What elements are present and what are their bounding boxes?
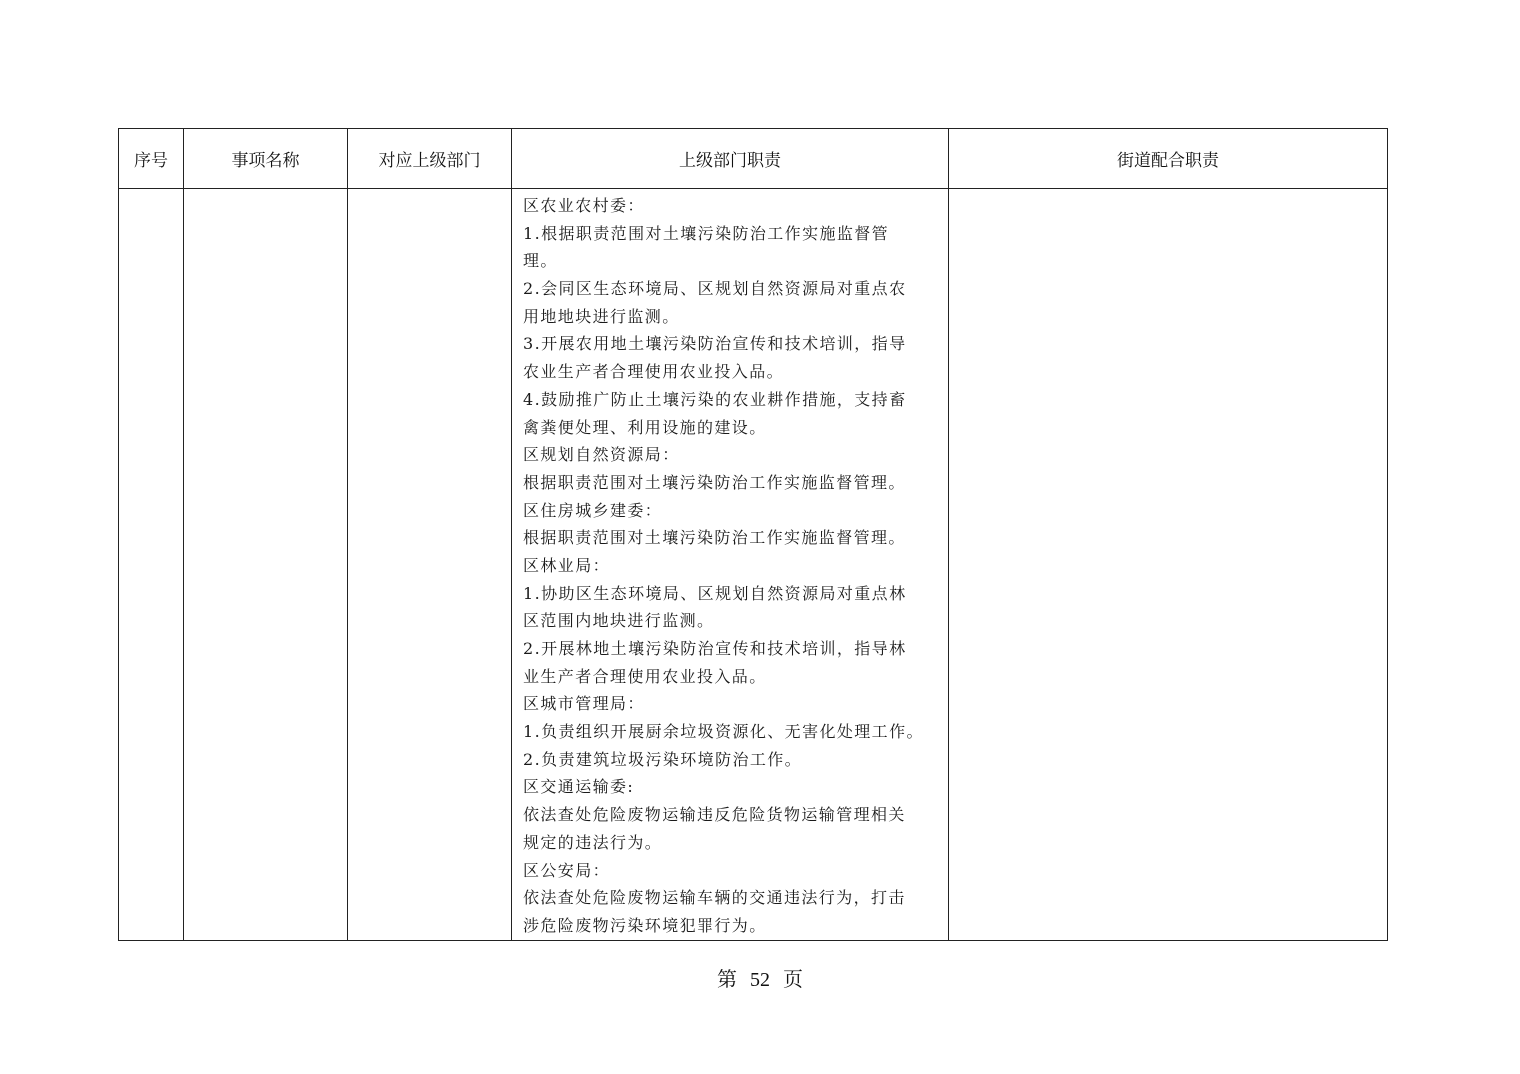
duty-line: 区范围内地块进行监测。: [523, 611, 715, 631]
table-header-row: [119, 129, 1388, 189]
duty-line: 3.开展农用地土壤污染防治宣传和技术培训，指导: [523, 334, 907, 354]
duty-line: 区公安局：: [523, 860, 611, 880]
table-row: [119, 189, 1388, 941]
duty-line: 区住房城乡建委：: [523, 500, 663, 520]
duty-line: 区交通运输委:: [523, 777, 635, 797]
duty-line: 涉危险废物污染环境犯罪行为。: [523, 915, 767, 935]
header-street-duty: 街道配合职责: [949, 129, 1388, 189]
duty-table: [118, 128, 1388, 941]
duty-line: 区林业局：: [523, 555, 611, 575]
duty-line: 理。: [523, 251, 558, 271]
duty-line: 1.负责组织开展厨余垃圾资源化、无害化处理工作。: [523, 722, 924, 742]
page-number: 第 52 页: [717, 969, 803, 991]
duty-line: 区规划自然资源局：: [523, 445, 680, 465]
duty-line: 区城市管理局：: [523, 694, 645, 714]
cell-item-name: [184, 189, 348, 941]
duty-line: 4.鼓励推广防止土壤污染的农业耕作措施，支持畜: [523, 389, 907, 409]
header-superior-dept: 对应上级部门: [348, 129, 512, 189]
header-superior-duty: 上级部门职责: [512, 129, 949, 189]
duty-line: 根据职责范围对土壤污染防治工作实施监督管理。: [523, 472, 906, 492]
cell-superior-dept: [348, 189, 512, 941]
superior-duty-text: [512, 189, 948, 940]
duty-line: 2.开展林地土壤污染防治宣传和技术培训，指导林: [523, 639, 907, 658]
duty-line: 1.协助区生态环境局、区规划自然资源局对重点林: [523, 583, 907, 603]
duty-line: 规定的违法行为。: [523, 832, 663, 852]
duty-line: 依法查处危险废物运输车辆的交通违法行为，打击: [523, 888, 906, 908]
duty-line: 根据职责范围对土壤污染防治工作实施监督管理。: [523, 528, 906, 548]
duty-line: 区农业农村委：: [523, 196, 645, 215]
duty-line: 农业生产者合理使用农业投入品。: [523, 362, 785, 382]
header-item-name: 事项名称: [184, 129, 348, 189]
duty-line: 用地地块进行监测。: [523, 306, 680, 326]
duty-line: 2.负责建筑垃圾污染环境防治工作。: [523, 749, 803, 769]
cell-street-duty: [949, 189, 1388, 941]
duty-line: 业生产者合理使用农业投入品。: [523, 666, 767, 686]
cell-seq: [119, 189, 184, 941]
duty-line: 2.会同区生态环境局、区规划自然资源局对重点农: [523, 279, 907, 299]
duty-line: 依法查处危险废物运输违反危险货物运输管理相关: [523, 805, 906, 825]
duty-line: 1.根据职责范围对土壤污染防治工作实施监督管: [523, 223, 890, 243]
cell-superior-duty: [512, 189, 949, 941]
header-seq: 序号: [119, 129, 184, 189]
duty-line: 禽粪便处理、利用设施的建设。: [523, 417, 767, 437]
